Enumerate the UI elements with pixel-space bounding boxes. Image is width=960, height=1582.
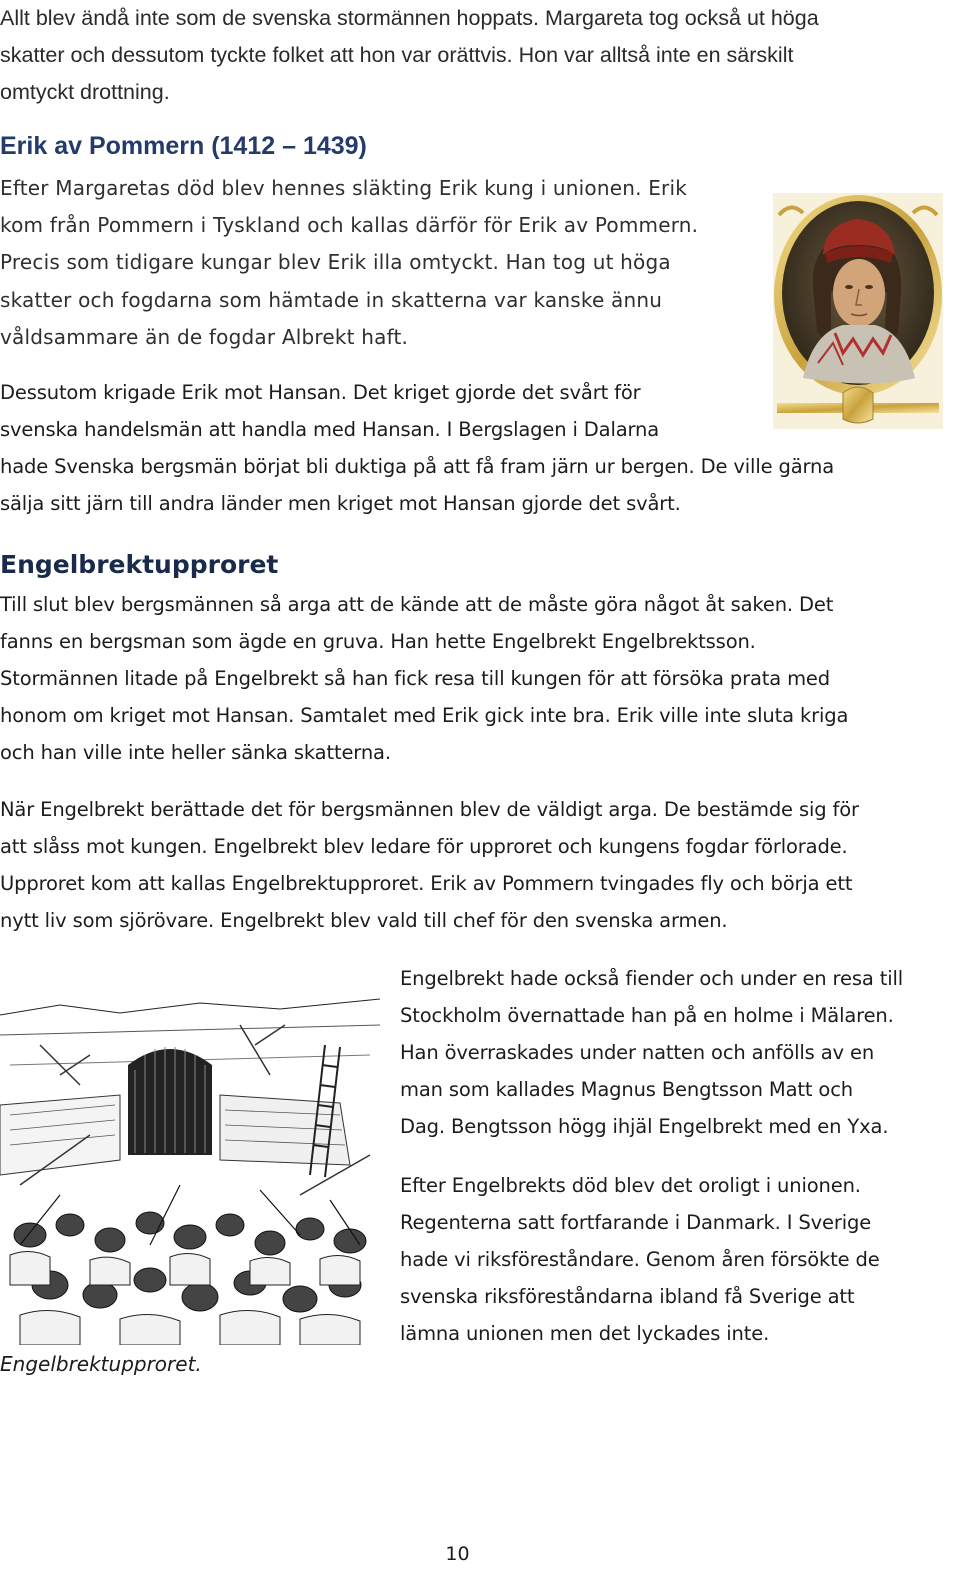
erik-paragraph-b — [0, 374, 834, 522]
engelbrekt-paragraph-d — [400, 1167, 880, 1352]
text-line: Allt blev ändå inte som de svenska stormännen hoppats. Margareta tog också ut höga — [0, 6, 819, 30]
text-line: nytt liv som sjörövare. Engelbrekt blev vald till chef för den svenska armen. — [0, 909, 728, 932]
battle-engraving-icon — [0, 985, 380, 1345]
text-line: Regenterna satt fortfarande i Danmark. I Sverige — [400, 1211, 872, 1234]
engelbrekt-paragraph-a — [0, 586, 848, 771]
text-line: skatter och fogdarna som hämtade in skatterna var kanske ännu — [0, 287, 663, 312]
text-line: Stormännen litade på Engelbrekt så han fick resa till kungen för att försöka prata med — [0, 667, 831, 690]
text-line: kom från Pommern i Tyskland och kallas därför för Erik av Pommern. — [0, 213, 699, 238]
portrait-image — [773, 193, 943, 429]
text-line: hade Svenska bergsmän börjat bli duktiga på att få fram järn ur bergen. De ville gärna — [0, 455, 835, 478]
text-line: Dag. Bengtsson högg ihjäl Engelbrekt med en Yxa. — [400, 1115, 889, 1138]
engelbrekt-paragraph-b — [0, 791, 859, 939]
erik-paragraph-a — [0, 170, 698, 356]
image-caption: Engelbrektupproret. — [0, 1352, 202, 1376]
text-line: Upproret kom att kallas Engelbrektupproret. Erik av Pommern tvingades fly och börja ett — [0, 872, 853, 895]
text-line: Han överraskades under natten och anfölls av en — [400, 1041, 875, 1064]
intro-paragraph — [0, 0, 819, 111]
text-line: skatter och dessutom tyckte folket att hon var orättvis. Hon var alltså inte en särskilt — [0, 43, 794, 67]
text-line: våldsammare än de fogdar Albrekt haft. — [0, 324, 409, 349]
text-line: omtyckt drottning. — [0, 80, 170, 104]
text-line: honom om kriget mot Hansan. Samtalet med Erik gick inte bra. Erik ville inte sluta kriga — [0, 704, 849, 727]
engelbrekt-paragraph-c — [400, 960, 903, 1145]
text-line: När Engelbrekt berättade det för bergsmännen blev de väldigt arga. De bestämde sig för — [0, 798, 859, 821]
text-line: Efter Engelbrekts död blev det oroligt i unionen. — [400, 1174, 861, 1197]
text-line: sälja sitt järn till andra länder men kriget mot Hansan gjorde det svårt. — [0, 492, 681, 515]
battle-image — [0, 985, 380, 1345]
section-heading-erik: Erik av Pommern (1412 – 1439) — [0, 132, 367, 160]
text-line: Efter Margaretas död blev hennes släkting Erik kung i unionen. Erik — [0, 176, 687, 200]
text-line: man som kallades Magnus Bengtsson Matt och — [400, 1078, 853, 1101]
text-line: att slåss mot kungen. Engelbrekt blev ledare för upproret och kungens fogdar förlorade. — [0, 835, 848, 858]
text-line: och han ville inte heller sänka skatterna. — [0, 741, 391, 764]
text-line: fanns en bergsman som ägde en gruva. Han hette Engelbrekt Engelbrektsson. — [0, 630, 756, 653]
text-line: lämna unionen men det lyckades inte. — [400, 1322, 770, 1345]
section-heading-engelbrekt: Engelbrektupproret — [0, 550, 279, 579]
portrait-icon — [773, 193, 943, 429]
page-number: 10 — [445, 1543, 470, 1565]
text-line: Till slut blev bergsmännen så arga att de kände att de måste göra något åt saken. Det — [0, 593, 834, 616]
text-line: Engelbrekt hade också fiender och under en resa till — [400, 967, 903, 990]
text-line: svenska riksföreståndarna ibland få Sverige att — [400, 1285, 855, 1308]
text-line: Precis som tidigare kungar blev Erik illa omtyckt. Han tog ut höga — [0, 250, 671, 275]
text-line: hade vi riksföreståndare. Genom åren försökte de — [400, 1248, 880, 1271]
text-line: Stockholm övernattade han på en holme i Mälaren. — [400, 1004, 894, 1027]
text-line: svenska handelsmän att handla med Hansan. I Bergslagen i Dalarna — [0, 418, 660, 441]
text-line: Dessutom krigade Erik mot Hansan. Det kriget gjorde det svårt för — [0, 381, 641, 404]
